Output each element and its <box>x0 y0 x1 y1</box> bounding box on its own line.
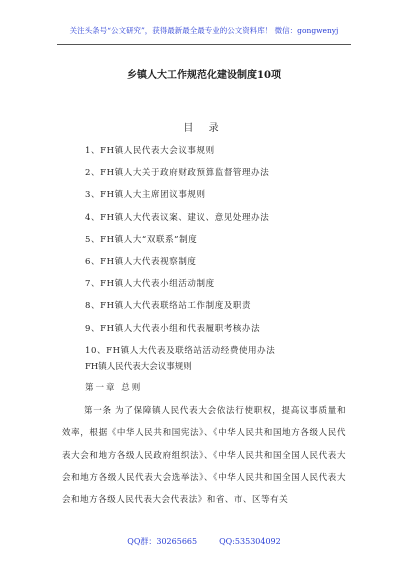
document-title: 乡镇人大工作规范化建设制度10项 <box>127 70 281 81</box>
chapter-title: 第一章 总则 <box>85 383 143 393</box>
toc-item: 8、FH镇人大代表联络站工作制度及职责 <box>85 301 252 312</box>
toc-item: 7、FH镇人大代表小组活动制度 <box>85 279 215 290</box>
section-title: FH镇人民代表大会议事规则 <box>85 362 192 372</box>
toc-item: 9、FH镇人大代表小组和代表履职考核办法 <box>85 323 261 334</box>
footer-qq-number: QQ:535304092 <box>219 537 281 546</box>
header-banner: 关注头条号“公文研究”，获得最新最全最专业的公文资料库！ 微信：gongwenyj <box>69 26 339 35</box>
table-of-contents <box>85 140 275 362</box>
toc-heading: 目 录 <box>183 123 225 134</box>
toc-item: 4、FH镇人大代表议案、建议、意见处理办法 <box>85 212 270 223</box>
header-divider <box>57 44 351 45</box>
body-paragraph: 第一条 为了保障镇人民代表大会依法行使职权，提高议事质量和效率，根据《中华人民共和国宪法》、《中华人民共和国地方各级人民代表大会和地方各级人民政府组织法》、《中华人民共和国全国人民代表大会和地方各级人民代表大会选举法》、《中华人民共和国全国人民代表大会和地方各级人民代表大会代表法》和省、市、区等有关 <box>62 406 346 506</box>
toc-item: 5、FH镇人大“双联系”制度 <box>85 234 198 245</box>
footer-contact <box>0 536 408 548</box>
toc-item: 2、FH镇人大关于政府财政预算监督管理办法 <box>85 168 270 179</box>
toc-item: 10、FH镇人大代表及联络站活动经费使用办法 <box>85 345 276 356</box>
footer-qq-group: QQ群：30265665 <box>127 537 198 546</box>
toc-item: 6、FH镇人大代表视察制度 <box>85 256 197 267</box>
toc-item: 3、FH镇人大主席团议事规则 <box>85 190 206 201</box>
toc-item: 1、FH镇人民代表大会议事规则 <box>85 146 215 156</box>
